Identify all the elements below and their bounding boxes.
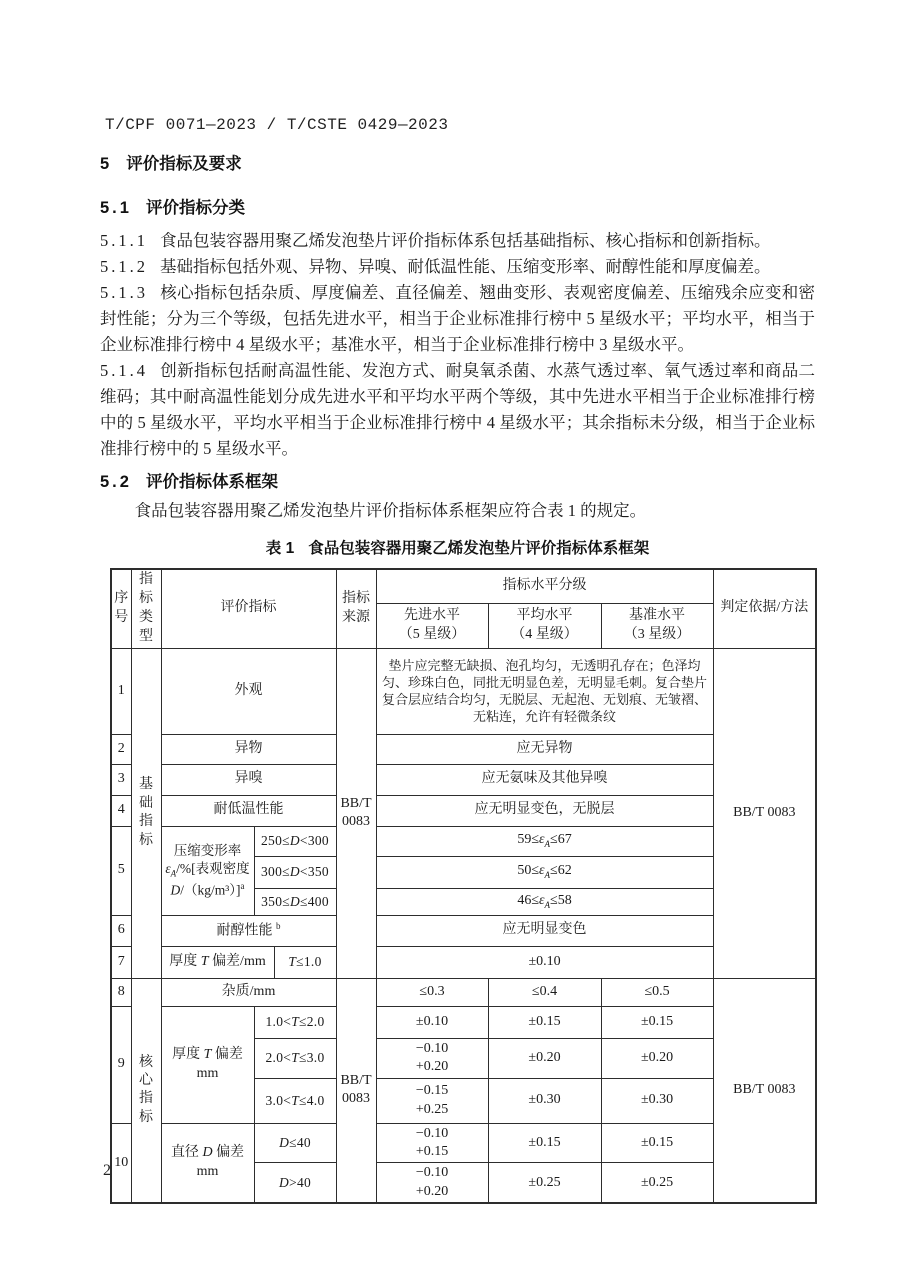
table-row [111,1006,816,1038]
cell-level-advanced: ≤0.3 [376,978,488,1006]
header-source: 指标来源 [336,569,376,648]
cell-requirement: 应无异物 [376,734,713,764]
clause-text: 创新指标包括耐高温性能、发泡方式、耐臭氧杀菌、水蒸气透过率、氧气透过率和商品二维码；其中耐高温性能划分成先进水平和平均水平两个等级，其中先进水平相当于企业标准排行榜中的 5 星级水平，平均水平相当于企业标准排行榜中 4 星级水平；其余指标未分级，相当于企业标准排行榜中的 5 星级水平。 [100,361,815,458]
cell-indicator: 直径 D 偏差 mm [161,1123,254,1203]
cell-indicator: 外观 [161,648,336,734]
section-heading-5-1 [100,194,815,218]
table-caption [100,536,815,558]
section-title: 评价指标分类 [145,199,245,217]
cell-indicator: 耐醇性能 $^b$ [161,915,336,946]
header-indicator: 评价指标 [161,569,336,648]
clause-text: 基础指标包括外观、异物、异嗅、耐低温性能、压缩变形率、耐醇性能和厚度偏差。 [160,257,771,276]
section-heading-5-2 [100,468,815,492]
cell-no: 10 [111,1123,131,1203]
cell-no: 3 [111,764,131,795]
indicator-framework-table [110,568,817,1204]
clause-5-1-3 [100,280,815,358]
cell-condition: 250≤D<300 [254,826,336,856]
clause-5-2-text: 食品包装容器用聚乙烯发泡垫片评价指标体系框架应符合表 1 的规定。 [134,501,647,520]
table-caption-label: 表 1 [265,540,295,557]
cell-level-average: ±0.25 [488,1163,601,1203]
table-caption-title: 食品包装容器用聚乙烯发泡垫片评价指标体系框架 [308,540,650,557]
section-number: 5 [100,155,113,173]
cell-condition: 300≤D<350 [254,856,336,888]
cell-requirement: ±0.10 [376,946,713,978]
section-number: 5.2 [100,473,132,491]
section-number: 5.1 [100,199,132,217]
section-heading-5 [100,150,815,174]
header-advanced-level: 先进水平 （5 星级） [376,604,488,648]
cell-condition: D>40 [254,1163,336,1203]
cell-indicator: 杂质/mm [161,978,336,1006]
cell-condition: D≤40 [254,1123,336,1163]
clause-text: 食品包装容器用聚乙烯发泡垫片评价指标体系包括基础指标、核心指标和创新指标。 [160,231,771,250]
table-row [111,734,816,764]
page-number: 2 [103,1162,111,1179]
cell-condition: 350≤D≤400 [254,888,336,915]
cell-level-advanced: −0.10 +0.15 [376,1123,488,1163]
cell-condition: 3.0<T≤4.0 [254,1078,336,1123]
cell-source: BB/T 0083 [336,648,376,978]
table-row [111,764,816,795]
cell-basis: BB/T 0083 [713,978,816,1203]
table-row [111,1123,816,1163]
cell-indicator: 耐低温性能 [161,795,336,826]
header-baseline-level: 基准水平 （3 星级） [601,604,713,648]
cell-requirement: $59\le\varepsilon_A\le 67$ [376,826,713,856]
cell-indicator-type-basic: 基础指标 [131,648,161,978]
table-row [111,648,816,734]
clause-number: 5.1.2 [100,257,148,276]
section-title: 评价指标及要求 [126,155,242,173]
header-basis: 判定依据/方法 [713,569,816,648]
cell-level-average: ±0.20 [488,1038,601,1078]
cell-level-advanced: −0.10 +0.20 [376,1038,488,1078]
cell-level-baseline: ±0.25 [601,1163,713,1203]
clause-5-1-2 [100,254,815,280]
cell-no: 2 [111,734,131,764]
cell-level-advanced: −0.15 +0.25 [376,1078,488,1123]
cell-requirement: 应无氨味及其他异嗅 [376,764,713,795]
cell-no: 9 [111,1006,131,1123]
cell-requirement: 应无明显变色 [376,915,713,946]
cell-indicator-type-core: 核心指标 [131,978,161,1203]
cell-no: 4 [111,795,131,826]
table-row [111,826,816,856]
cell-requirement: 应无明显变色，无脱层 [376,795,713,826]
cell-level-average: ±0.30 [488,1078,601,1123]
clause-5-1-1 [100,228,815,254]
header-indicator-type: 指标类型 [131,569,161,648]
cell-condition: T≤1.0 [274,946,336,978]
cell-level-average: ≤0.4 [488,978,601,1006]
cell-basis: BB/T 0083 [713,648,816,978]
cell-no: 1 [111,648,131,734]
cell-level-advanced: −0.10 +0.20 [376,1163,488,1203]
cell-level-average: ±0.15 [488,1123,601,1163]
cell-indicator: 异嗅 [161,764,336,795]
cell-indicator: 厚度 T 偏差 mm [161,1006,254,1123]
clause-5-1-4 [100,358,815,462]
header-seq: 序号 [111,569,131,648]
cell-no: 7 [111,946,131,978]
table-row [111,946,816,978]
section-title: 评价指标体系框架 [145,473,278,491]
header-grading: 指标水平分级 [376,569,713,604]
cell-requirement: $50\le\varepsilon_A\le 62$ [376,856,713,888]
cell-level-baseline: ±0.30 [601,1078,713,1123]
cell-level-average: ±0.15 [488,1006,601,1038]
cell-condition: 2.0<T≤3.0 [254,1038,336,1078]
cell-condition: 1.0<T≤2.0 [254,1006,336,1038]
table-row [111,978,816,1006]
table-row [111,915,816,946]
cell-no: 8 [111,978,131,1006]
clause-number: 5.1.1 [100,231,148,250]
clause-number: 5.1.3 [100,283,148,302]
cell-level-baseline: ±0.15 [601,1123,713,1163]
standard-code-header: T/CPF 0071—2023 / T/CSTE 0429—2023 [105,116,449,134]
clause-number: 5.1.4 [100,361,148,380]
clause-text: 核心指标包括杂质、厚度偏差、直径偏差、翘曲变形、表观密度偏差、压缩残余应变和密封性能；分为三个等级，包括先进水平，相当于企业标准排行榜中 5 星级水平；平均水平，相当于企业标准排行榜中 4 星级水平；基准水平，相当于企业标准排行榜中 3 星级水平。 [100,283,815,354]
cell-requirement: $46\le\varepsilon_A\le 58$ [376,888,713,915]
cell-level-baseline: ≤0.5 [601,978,713,1006]
header-average-level: 平均水平 （4 星级） [488,604,601,648]
cell-level-advanced: ±0.10 [376,1006,488,1038]
cell-indicator: 异物 [161,734,336,764]
cell-no: 6 [111,915,131,946]
cell-level-baseline: ±0.15 [601,1006,713,1038]
cell-level-baseline: ±0.20 [601,1038,713,1078]
cell-requirement: 垫片应完整无缺损、泡孔均匀，无透明孔存在；色泽均匀、珍珠白色，同批无明显色差，无明显毛刺。复合垫片复合层应结合均匀，无脱层、无起泡、无划痕、无皱褶、无粘连，允许有轻微条纹 [376,648,713,734]
table-row [111,795,816,826]
cell-source: BB/T 0083 [336,978,376,1203]
cell-indicator: 厚度 T 偏差/mm [161,946,274,978]
cell-no: 5 [111,826,131,915]
cell-indicator-formula: 压缩变形率 $\varepsilon_A/\%$[表观密度 D/（kg/m³）]$^a$ [161,826,254,915]
table-header-row [111,569,816,604]
